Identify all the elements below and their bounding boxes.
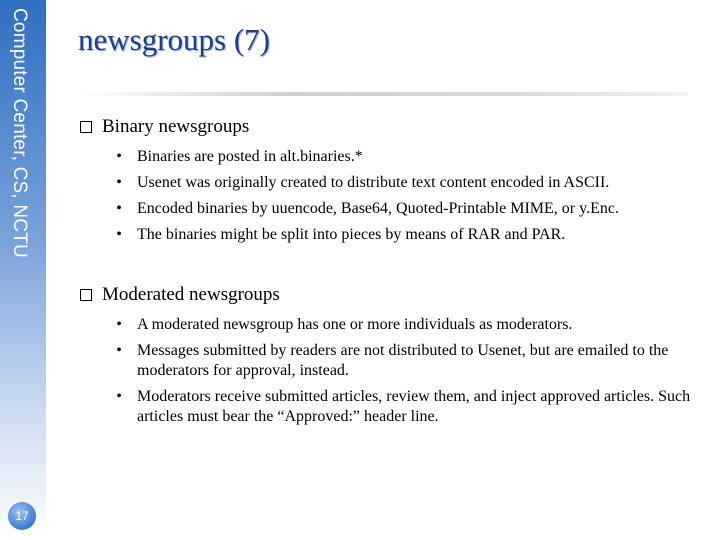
list-item — [112, 147, 692, 167]
binary-bullet-list — [112, 147, 692, 251]
list-item — [112, 315, 692, 335]
list-item — [112, 225, 692, 245]
bullet-text: Encoded binaries by uuencode, Base64, Quoted-Printable MIME, or y.Enc. — [137, 200, 619, 217]
bullet-dot-icon: • — [116, 148, 122, 165]
list-item — [112, 199, 692, 219]
bullet-text: Moderators receive submitted articles, review them, and inject approved articles. Such articles must bear the “Approved:” header line. — [137, 388, 691, 425]
list-item — [112, 341, 692, 381]
page-title: newsgroups (7) — [78, 22, 270, 57]
list-item — [112, 387, 692, 427]
bullet-text: Messages submitted by readers are not distributed to Usenet, but are emailed to the moderators for approval, instead. — [137, 342, 669, 379]
section-heading-moderated — [80, 284, 280, 306]
bullet-dot-icon: • — [116, 388, 122, 405]
title-divider — [78, 92, 688, 96]
bullet-text: Usenet was originally created to distribute text content encoded in ASCII. — [137, 174, 610, 191]
bullet-text: A moderated newsgroup has one or more individuals as moderators. — [137, 316, 573, 333]
bullet-text: Binaries are posted in alt.binaries.* — [137, 148, 363, 165]
bullet-dot-icon: • — [116, 226, 122, 243]
bullet-dot-icon: • — [116, 200, 122, 217]
square-bullet-icon — [80, 289, 92, 301]
section-heading-text: Moderated newsgroups — [102, 284, 280, 305]
bullet-dot-icon: • — [116, 342, 122, 359]
sidebar — [0, 0, 46, 540]
page-number-badge: 17 — [8, 502, 36, 530]
section-heading-binary — [80, 116, 249, 138]
bullet-dot-icon: • — [116, 174, 122, 191]
list-item — [112, 173, 692, 193]
moderated-bullet-list — [112, 315, 692, 433]
square-bullet-icon — [80, 121, 92, 133]
sidebar-label: Computer Center, CS, NCTU — [9, 8, 30, 258]
bullet-text: The binaries might be split into pieces by means of RAR and PAR. — [137, 226, 566, 243]
section-heading-text: Binary newsgroups — [102, 116, 250, 137]
bullet-dot-icon: • — [116, 316, 122, 333]
